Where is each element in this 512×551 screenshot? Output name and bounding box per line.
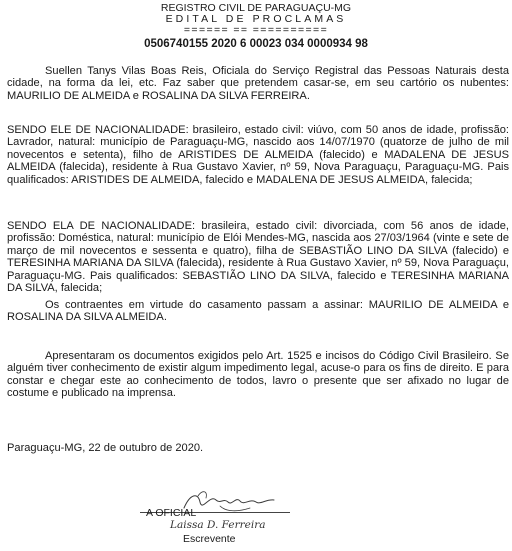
names-after-paragraph: Os contraentes em virtude do casamento passam a assinar: MAURILIO DE ALMEIDA e ROSALINA DA SILVA ALMEIDA. — [7, 299, 509, 324]
signer-name: Laissa D. Ferreira — [170, 519, 266, 531]
document-title: EDITAL DE PROCLAMAS — [165, 13, 347, 25]
groom-paragraph: SENDO ELE DE NACIONALIDADE: brasileiro, estado civil: viúvo, com 50 anos de idade, profissão: Lavrador, natural: município de Paraguaçu-MG, nascido aos 14/07/1970 (quatorze de julho de mil novecentos e setenta), filho de ARISTIDES DE ALMEIDA (falecido) e MADALENA DE JESUS ALMEIDA (falecida), residente à Rua Gustavo Xavier, nº 59, Nova Paraguaçu, Paraguaçu-MG. Pais qualificados: ARISTIDES DE ALMEIDA, falecido e MADALENA DE JESUS ALMEIDA, falecida; — [7, 124, 509, 186]
bride-paragraph: SENDO ELA DE NACIONALIDADE: brasileira, estado civil: divorciada, com 56 anos de idade, profissão: Doméstica, natural: município de Elói Mendes-MG, nascida aos 27/03/1964 (vinte e sete de março de mil novecentos e sessenta e quatro), filha de SEBASTIÃO LINO DA SILVA (falecido) e TERESINHA MARIANA DA SILVA (falecida), residente à Rua Gustavo Xavier, nº 59, Nova Paraguaçu, Paraguaçu-MG. Pais qualificados: SEBASTIÃO LINO DA SILVA, falecido e TERESINHA MARIANA DA SILVA, falecida; — [7, 220, 509, 295]
office-name: REGISTRO CIVIL DE PARAGUAÇU-MG — [160, 2, 352, 14]
signature-block — [140, 488, 300, 548]
document-number: 0506740155 2020 6 00023 034 0000934 98 — [144, 38, 368, 50]
title-underline: ====== == ========== — [183, 24, 329, 36]
officer-label: A OFICIAL — [146, 507, 197, 519]
date-line: Paraguaçu-MG, 22 de outubro de 2020. — [7, 442, 204, 454]
intro-paragraph: Suellen Tanys Vilas Boas Reis, Oficiala do Serviço Registral das Pessoas Naturais desta cidade, na forma da lei, etc. Faz saber que pretendem casar-se, em seu cartório os nubentes: MAURILIO DE ALMEIDA e ROSALINA DA SILVA FERREIRA. — [7, 65, 509, 102]
signer-role: Escrevente — [183, 533, 236, 545]
documents-paragraph: Apresentaram os documentos exigidos pelo Art. 1525 e incisos do Código Civil Brasileiro. Se alguém tiver conhecimento de existir algum impedimento legal, acuse-o para os fins de direito. E para constar e chegar este ao conhecimento de todos, lavro o presente que ser afixado no lugar de costume e publicado na imprensa. — [7, 350, 509, 400]
